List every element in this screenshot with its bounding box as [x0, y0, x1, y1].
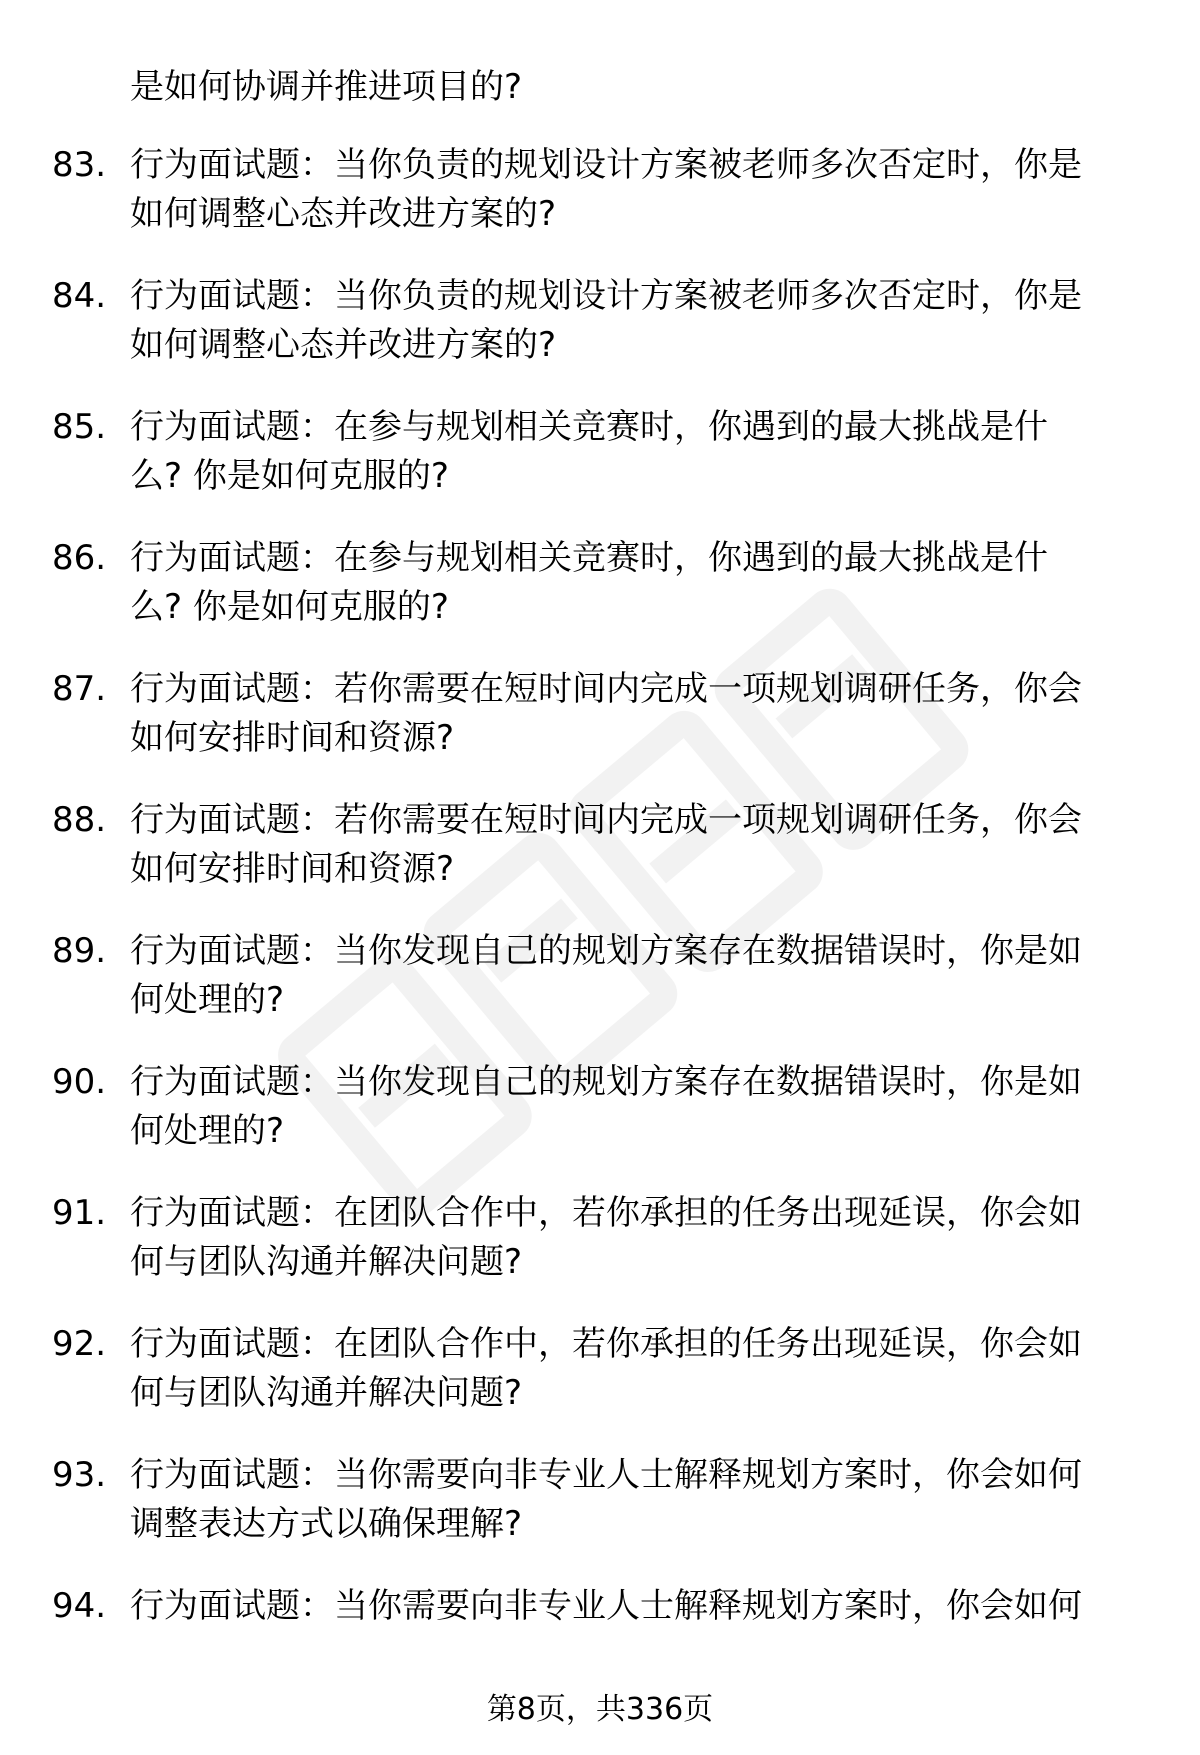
question-text-line1: 行为面试题：若你需要在短时间内完成一项规划调研任务，你会 [130, 800, 1082, 840]
question-text-line2: 何处理的? [130, 1111, 285, 1151]
question-text-line2: 如何安排时间和资源? [130, 849, 455, 889]
question-text-line2: 何与团队沟通并解决问题? [130, 1373, 523, 1413]
question-number: 86. [52, 538, 107, 578]
question-item [0, 795, 1200, 926]
question-item [0, 1450, 1200, 1581]
question-text-line2: 么? 你是如何克服的? [130, 456, 449, 496]
question-item [0, 1319, 1200, 1450]
question-text-line1: 行为面试题：在团队合作中，若你承担的任务出现延误，你会如 [130, 1193, 1082, 1233]
question-number: 92. [52, 1324, 107, 1364]
question-item [0, 533, 1200, 664]
question-number: 91. [52, 1193, 107, 1233]
question-text-line2: 何处理的? [130, 980, 285, 1020]
question-number: 85. [52, 407, 107, 447]
question-text-line1: 行为面试题：当你发现自己的规划方案存在数据错误时，你是如 [130, 1062, 1082, 1102]
question-text-line1: 行为面试题：当你需要向非专业人士解释规划方案时，你会如何 [130, 1455, 1082, 1495]
question-number: 84. [52, 276, 107, 316]
question-list [0, 140, 1200, 1712]
question-text-line1: 行为面试题：若你需要在短时间内完成一项规划调研任务，你会 [130, 669, 1082, 709]
question-text-line2: 何与团队沟通并解决问题? [130, 1242, 523, 1282]
question-text-line2: 么? 你是如何克服的? [130, 587, 449, 627]
question-number: 83. [52, 145, 107, 185]
question-number: 88. [52, 800, 107, 840]
question-item [0, 140, 1200, 271]
question-number: 89. [52, 931, 107, 971]
question-item [0, 926, 1200, 1057]
page-footer: 第8页，共336页 [486, 1692, 714, 1727]
question-text-line1: 行为面试题：当你负责的规划设计方案被老师多次否定时，你是 [130, 145, 1082, 185]
question-text-line1: 行为面试题：在团队合作中，若你承担的任务出现延误，你会如 [130, 1324, 1082, 1364]
question-item [0, 1188, 1200, 1319]
question-text-line1: 行为面试题：在参与规划相关竞赛时，你遇到的最大挑战是什 [130, 538, 1048, 578]
question-text-line1: 行为面试题：在参与规划相关竞赛时，你遇到的最大挑战是什 [130, 407, 1048, 447]
question-text-line2: 如何安排时间和资源? [130, 718, 455, 758]
question-number: 87. [52, 669, 107, 709]
question-text-line2: 如何调整心态并改进方案的? [130, 194, 557, 234]
question-text-line2: 如何调整心态并改进方案的? [130, 325, 557, 365]
question-item [0, 664, 1200, 795]
continuation-text: 是如何协调并推进项目的? [130, 67, 523, 107]
question-number: 93. [52, 1455, 107, 1495]
question-text-line1: 行为面试题：当你需要向非专业人士解释规划方案时，你会如何 [130, 1586, 1082, 1626]
question-number: 90. [52, 1062, 107, 1102]
question-item [0, 1057, 1200, 1188]
question-item [0, 402, 1200, 533]
question-text-line2: 调整表达方式以确保理解? [130, 1504, 523, 1544]
question-text-line1: 行为面试题：当你负责的规划设计方案被老师多次否定时，你是 [130, 276, 1082, 316]
question-number: 94. [52, 1586, 107, 1626]
question-item [0, 271, 1200, 402]
question-text-line1: 行为面试题：当你发现自己的规划方案存在数据错误时，你是如 [130, 931, 1082, 971]
